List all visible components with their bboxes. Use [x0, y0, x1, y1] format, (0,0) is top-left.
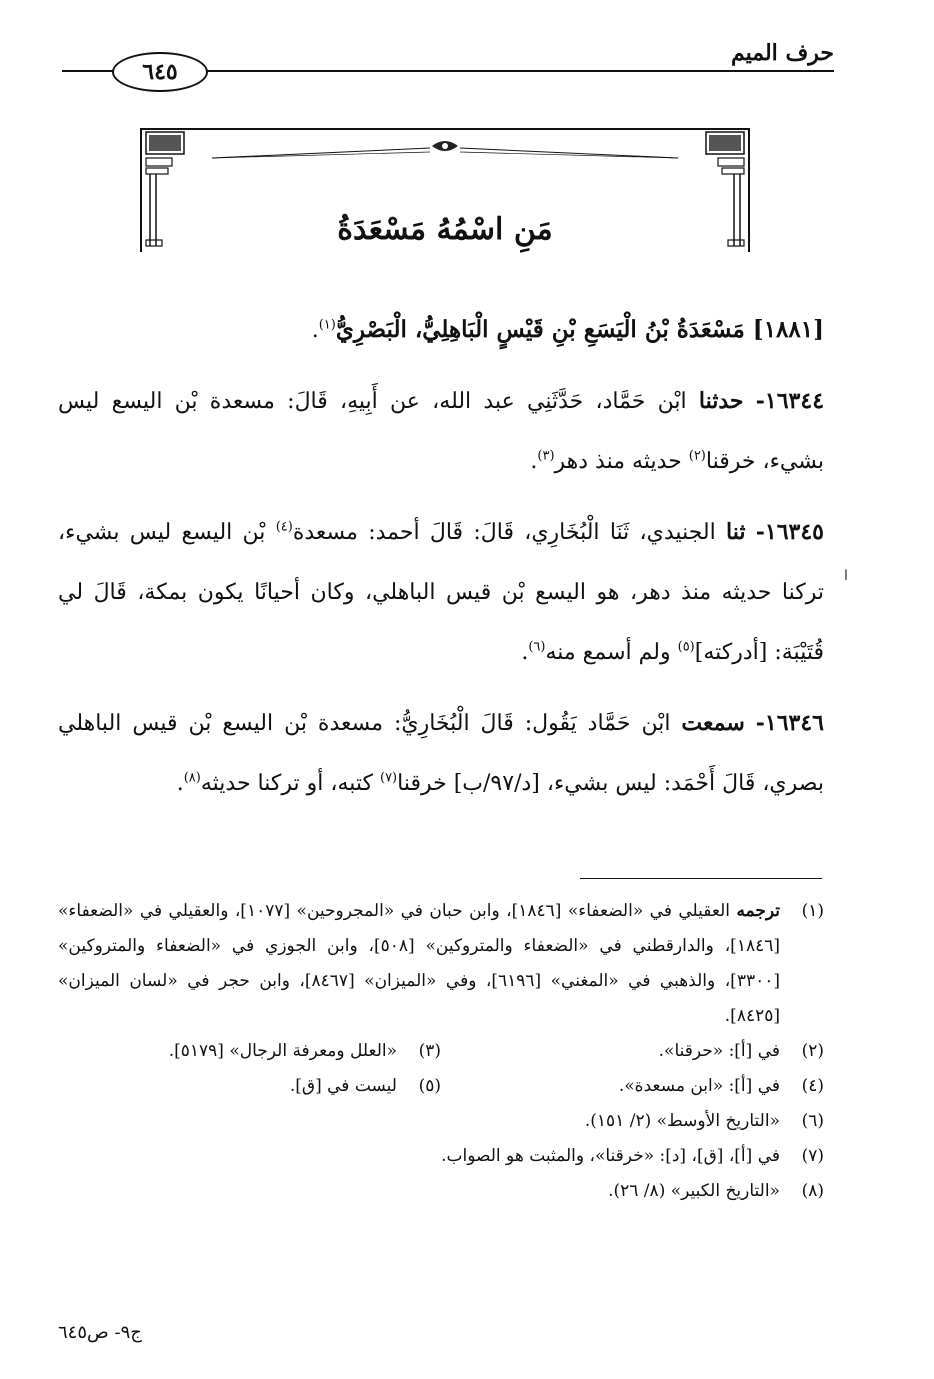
- footnote-body: «التاريخ الكبير» (٨/ ٢٦).: [608, 1181, 780, 1201]
- hadith-keyword: حدثنا: [698, 388, 744, 414]
- footnote-row: [58, 1034, 824, 1069]
- footnote-marker: (٧): [379, 770, 398, 786]
- footnote-keyword: ترجمه: [736, 901, 780, 921]
- footnote-2: [441, 1034, 824, 1069]
- hadith-keyword: ثنا: [726, 519, 746, 545]
- entry-heading: [58, 300, 824, 361]
- hadith-text: ابْن حَمَّاد يَقُول: قَالَ الْبُخَارِيُّ: مسعدة بْن اليسع بْن قيس الباهلي بصري، قَالَ أَحْمَد: ليس بشيء، [د/٩٧/ب] خرقنا: [58, 711, 824, 796]
- hadith-text: ابْن حَمَّاد، حَدَّثَنِي عبد الله، عن أَبِيهِ، قَالَ: مسعدة بْن اليسع ليس بشيء، خرقنا: [58, 389, 824, 474]
- footnote-marker: (١): [318, 317, 336, 333]
- footnote-body: «التاريخ الأوسط» (٢/ ١٥١).: [584, 1111, 780, 1131]
- volume-page-reference: ج٩- ص٦٤٥: [58, 1322, 142, 1343]
- footnote-marker: (٤): [275, 519, 293, 535]
- hadith-text: .: [521, 640, 529, 665]
- footnote-number: (٣): [418, 1041, 441, 1061]
- footnote-row: [58, 1069, 824, 1104]
- hadith-number: ١٦٣٤٦-: [755, 710, 824, 736]
- footnote-7: [58, 1139, 824, 1174]
- hadith-keyword: سمعت: [681, 710, 745, 736]
- footnotes: [58, 894, 824, 1209]
- footnote-body: في [أ]: «حرقنا».: [658, 1041, 780, 1061]
- footnote-4: [441, 1069, 824, 1104]
- hadith-text: كتبه، أو تركنا حديثه: [200, 771, 380, 796]
- entry-heading-end: .: [311, 318, 319, 343]
- hadith-number: ١٦٣٤٥-: [755, 519, 824, 545]
- footnote-body: في [أ]، [ق]، [د]: «خرقنا»، والمثبت هو الصواب.: [441, 1146, 780, 1166]
- hadith-text: ولم أسمع منه: [545, 640, 678, 665]
- hadith-paragraph: [58, 502, 824, 683]
- hadith-number: ١٦٣٤٤-: [755, 388, 825, 414]
- footnote-number: (٢): [801, 1041, 824, 1061]
- footnote-marker: (٢): [688, 448, 706, 464]
- hadith-text: الجنيدي، ثَنَا الْبُخَارِي، قَالَ: قَالَ أحمد: مسعدة: [292, 520, 726, 545]
- footnote-text: [58, 894, 780, 1034]
- margin-mark: ا: [844, 568, 848, 584]
- hadith-text: .: [530, 449, 538, 474]
- footnote-3: [58, 1034, 441, 1069]
- footnote-6: [58, 1104, 824, 1139]
- footnote-number: (٥): [418, 1076, 441, 1096]
- running-title: حرف الميم: [730, 40, 834, 66]
- footnote-body: في [أ]: «ابن مسعدة».: [618, 1076, 780, 1096]
- page-number: ٦٤٥: [142, 59, 178, 85]
- footnote-marker: (٨): [183, 770, 201, 786]
- footnote-8: [58, 1174, 824, 1209]
- footnote-marker: (٣): [537, 448, 555, 464]
- footnote-number: (٦): [801, 1111, 824, 1131]
- hadith-paragraph: [58, 693, 824, 814]
- hadith-paragraph: [58, 371, 824, 492]
- footnote-marker: (٦): [528, 639, 546, 655]
- footnote-5: [58, 1069, 441, 1104]
- main-text: [58, 300, 824, 824]
- footnote-number: (١): [801, 901, 824, 921]
- footnote-marker: (٥): [677, 639, 695, 655]
- entry-heading-text: [١٨٨١] مَسْعَدَةُ بْنُ الْيَسَعِ بْنِ قَيْسٍ الْبَاهِلِيُّ، الْبَصْرِيُّ: [335, 316, 824, 343]
- footnote-body: ليست في [ق].: [289, 1076, 397, 1096]
- footnote-body: «العلل ومعرفة الرجال» [٥١٧٩].: [168, 1041, 397, 1061]
- footnote-number: (٨): [801, 1181, 824, 1201]
- page-number-badge: [112, 52, 208, 92]
- footnote-body: العقيلي في «الضعفاء» [١٨٤٦]، وابن حبان في «المجروحين» [١٠٧٧]، والعقيلي في «الضعفاء» [١٨٤٦]، والدارقطني في «الضعفاء والمتروكين» [٥٠٨]، وابن الجوزي في «الضعفاء والمتروكين» [٣٣٠٠]، والذهبي في «المغني» [٦١٩٦]، وفي «الميزان» [٨٤٦٧]، وابن حجر في «لسان الميزان» [٨٤٢٥].: [58, 901, 780, 1026]
- hadith-text: .: [176, 771, 184, 796]
- footnote-number: (٧): [801, 1146, 824, 1166]
- hadith-text: بْن اليسع ليس بشيء، تركنا حديثه منذ دهر، هو اليسع بْن قيس الباهلي، وكان أحيانًا يكون بمكة، قَالَ لي قُتَيْبَة: [أدركته]: [58, 520, 824, 665]
- footnote-1: [58, 894, 824, 1034]
- section-title: مَنِ اسْمُهُ مَسْعَدَةُ: [337, 212, 553, 247]
- hadith-text: حديثه منذ دهر: [554, 449, 689, 474]
- footnote-number: (٤): [801, 1076, 824, 1096]
- footnote-separator: [580, 878, 822, 879]
